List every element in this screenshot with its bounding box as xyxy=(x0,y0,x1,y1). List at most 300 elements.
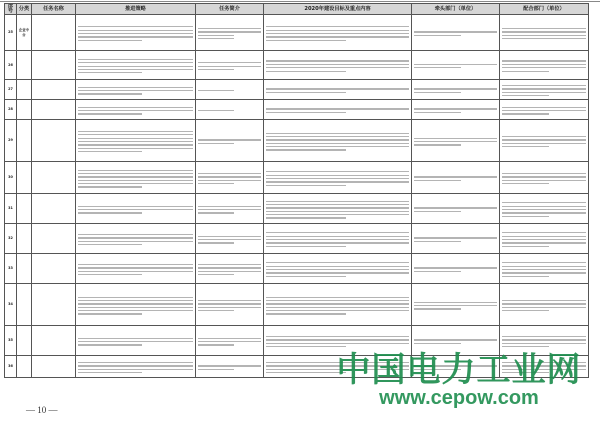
table-row xyxy=(5,100,589,120)
text-line xyxy=(78,33,193,34)
text-line xyxy=(198,38,234,39)
text-line xyxy=(502,67,586,68)
text-line xyxy=(502,28,586,29)
table-row xyxy=(5,194,589,224)
row-lead-cell xyxy=(412,15,500,51)
placeholder-text-lines xyxy=(77,338,194,346)
row-category xyxy=(17,284,32,326)
text-line xyxy=(502,71,549,72)
row-lead-cell xyxy=(412,162,500,194)
text-line xyxy=(266,272,409,273)
placeholder-text-lines xyxy=(77,26,194,41)
text-line xyxy=(78,113,142,114)
text-line xyxy=(502,307,586,308)
row-support-cell xyxy=(500,224,589,254)
row-goals-cell xyxy=(264,120,412,162)
table-row xyxy=(5,120,589,162)
text-line xyxy=(78,93,142,94)
text-line xyxy=(78,310,193,311)
row-brief-cell xyxy=(196,162,264,194)
text-line xyxy=(266,64,409,65)
text-line xyxy=(198,271,261,272)
placeholder-text-lines xyxy=(265,297,410,315)
row-task-name xyxy=(32,194,76,224)
text-line xyxy=(198,307,261,308)
row-strategy-cell xyxy=(76,162,196,194)
row-strategy-cell xyxy=(76,356,196,378)
placeholder-text-lines xyxy=(197,173,262,184)
placeholder-text-lines xyxy=(413,176,498,181)
row-goals-cell xyxy=(264,284,412,326)
text-line xyxy=(266,300,409,301)
row-lead-cell xyxy=(412,224,500,254)
text-line xyxy=(78,144,193,145)
text-line xyxy=(502,300,586,301)
text-line xyxy=(502,173,586,174)
placeholder-text-lines xyxy=(413,64,498,69)
text-line xyxy=(78,271,193,272)
table-row xyxy=(5,15,589,51)
text-line xyxy=(198,212,234,213)
placeholder-text-lines xyxy=(413,108,498,113)
placeholder-text-lines xyxy=(413,302,498,310)
text-line xyxy=(78,183,193,184)
text-line xyxy=(78,59,193,60)
text-line xyxy=(266,136,409,137)
table-row xyxy=(5,80,589,100)
placeholder-text-lines xyxy=(197,110,262,111)
text-line xyxy=(266,266,409,267)
text-line xyxy=(78,138,193,139)
text-line xyxy=(414,112,461,113)
text-line xyxy=(502,236,586,237)
row-strategy-cell xyxy=(76,284,196,326)
row-category xyxy=(17,326,32,356)
text-line xyxy=(78,212,142,213)
text-line xyxy=(266,239,409,240)
text-line xyxy=(414,271,461,272)
placeholder-text-lines xyxy=(265,232,410,247)
col-header-strategy: 推进策略 xyxy=(76,4,196,15)
text-line xyxy=(198,303,261,304)
row-brief-cell xyxy=(196,284,264,326)
placeholder-text-lines xyxy=(413,88,498,93)
row-number: 25 xyxy=(5,15,17,51)
task-table xyxy=(4,3,589,378)
text-line xyxy=(266,171,409,172)
text-line xyxy=(78,66,193,67)
row-support-cell xyxy=(500,51,589,80)
row-task-name xyxy=(32,162,76,194)
row-goals-cell xyxy=(264,15,412,51)
text-line xyxy=(198,66,261,67)
text-line xyxy=(198,310,234,311)
row-task-name xyxy=(32,326,76,356)
row-brief-cell xyxy=(196,51,264,80)
text-line xyxy=(78,209,193,210)
row-support-cell xyxy=(500,162,589,194)
text-line xyxy=(266,297,409,298)
row-goals-cell xyxy=(264,254,412,284)
text-line xyxy=(198,344,234,345)
placeholder-text-lines xyxy=(265,201,410,219)
text-line xyxy=(414,35,461,36)
text-line xyxy=(502,216,549,217)
text-line xyxy=(502,202,586,203)
text-line xyxy=(78,241,193,242)
table-row xyxy=(5,51,589,80)
placeholder-text-lines xyxy=(77,206,194,214)
placeholder-text-lines xyxy=(77,297,194,315)
text-line xyxy=(502,272,586,273)
text-line xyxy=(266,276,346,277)
row-lead-cell xyxy=(412,284,500,326)
placeholder-text-lines xyxy=(77,87,194,95)
text-line xyxy=(78,234,193,235)
text-line xyxy=(266,40,346,41)
text-line xyxy=(266,143,409,144)
text-line xyxy=(78,148,193,149)
text-line xyxy=(266,112,346,113)
row-support-cell xyxy=(500,80,589,100)
row-number: 31 xyxy=(5,194,17,224)
row-strategy-cell xyxy=(76,254,196,284)
text-line xyxy=(414,207,497,208)
text-line xyxy=(502,206,586,207)
text-line xyxy=(414,241,461,242)
row-task-name xyxy=(32,284,76,326)
text-line xyxy=(266,185,346,186)
text-line xyxy=(266,30,409,31)
text-line xyxy=(198,300,261,301)
text-line xyxy=(266,236,409,237)
row-strategy-cell xyxy=(76,224,196,254)
row-task-name xyxy=(32,120,76,162)
text-line xyxy=(502,143,586,144)
col-header-support-dept: 配合部门（单位） xyxy=(500,4,589,15)
text-line xyxy=(266,207,409,208)
text-line xyxy=(502,310,549,311)
row-brief-cell xyxy=(196,194,264,224)
row-task-name xyxy=(32,51,76,80)
text-line xyxy=(266,211,409,212)
text-line xyxy=(78,344,142,345)
text-line xyxy=(78,69,193,70)
text-line xyxy=(266,133,409,134)
row-strategy-cell xyxy=(76,15,196,51)
row-strategy-cell xyxy=(76,100,196,120)
text-line xyxy=(198,35,234,36)
row-lead-cell xyxy=(412,51,500,80)
placeholder-text-lines xyxy=(501,85,587,96)
placeholder-text-lines xyxy=(197,28,262,39)
text-line xyxy=(78,36,193,37)
row-number: 32 xyxy=(5,224,17,254)
text-line xyxy=(502,276,549,277)
top-rule xyxy=(0,1,600,2)
placeholder-text-lines xyxy=(501,232,587,247)
placeholder-text-lines xyxy=(197,139,262,144)
text-line xyxy=(198,143,234,144)
placeholder-text-lines xyxy=(77,234,194,245)
text-line xyxy=(78,131,193,132)
text-line xyxy=(266,307,409,308)
row-goals-cell xyxy=(264,51,412,80)
row-brief-cell xyxy=(196,120,264,162)
row-number: 35 xyxy=(5,326,17,356)
row-support-cell xyxy=(500,100,589,120)
row-goals-cell xyxy=(264,194,412,224)
text-line xyxy=(502,60,586,61)
text-line xyxy=(78,40,142,41)
row-strategy-cell xyxy=(76,80,196,100)
text-line xyxy=(198,264,261,265)
table-header-row xyxy=(5,4,589,15)
placeholder-text-lines xyxy=(501,173,587,184)
text-line xyxy=(266,149,346,150)
text-line xyxy=(266,246,346,247)
text-line xyxy=(414,302,497,303)
row-brief-cell xyxy=(196,224,264,254)
text-line xyxy=(414,31,497,32)
text-line xyxy=(266,139,409,140)
placeholder-text-lines xyxy=(265,88,410,93)
text-line xyxy=(198,274,234,275)
site-watermark xyxy=(318,342,600,410)
text-line xyxy=(502,232,586,233)
col-header-lead-dept: 牵头部门（单位） xyxy=(412,4,500,15)
text-line xyxy=(198,239,261,240)
placeholder-text-lines xyxy=(265,60,410,71)
row-category xyxy=(17,120,32,162)
text-line xyxy=(266,201,409,202)
row-support-cell xyxy=(500,15,589,51)
text-line xyxy=(266,313,346,314)
text-line xyxy=(198,180,261,181)
text-line xyxy=(266,217,346,218)
text-line xyxy=(502,246,549,247)
placeholder-text-lines xyxy=(501,60,587,71)
row-category xyxy=(17,356,32,378)
row-number: 34 xyxy=(5,284,17,326)
text-line xyxy=(502,136,586,137)
text-line xyxy=(502,110,586,111)
table-row xyxy=(5,162,589,194)
text-line xyxy=(198,139,261,140)
text-line xyxy=(78,62,193,63)
row-lead-cell xyxy=(412,100,500,120)
text-line xyxy=(198,236,261,237)
text-line xyxy=(502,212,586,213)
row-brief-cell xyxy=(196,15,264,51)
text-line xyxy=(198,31,261,32)
text-line xyxy=(502,139,586,140)
watermark-title: 中国电力工业网 xyxy=(336,350,582,390)
text-line xyxy=(78,303,193,304)
placeholder-text-lines xyxy=(197,236,262,244)
placeholder-text-lines xyxy=(77,59,194,74)
text-line xyxy=(414,138,497,139)
row-category xyxy=(17,162,32,194)
text-line xyxy=(266,67,409,68)
text-line xyxy=(502,239,586,240)
text-line xyxy=(78,264,193,265)
placeholder-text-lines xyxy=(501,300,587,311)
row-number: 36 xyxy=(5,356,17,378)
row-task-name xyxy=(32,15,76,51)
text-line xyxy=(502,336,586,337)
table-row xyxy=(5,254,589,284)
text-line xyxy=(502,113,549,114)
table-row xyxy=(5,284,589,326)
placeholder-text-lines xyxy=(413,31,498,36)
table-row xyxy=(5,224,589,254)
text-line xyxy=(414,237,497,238)
text-line xyxy=(78,180,193,181)
text-line xyxy=(414,141,497,142)
text-line xyxy=(78,141,193,142)
row-task-name xyxy=(32,254,76,284)
text-line xyxy=(198,62,261,63)
text-line xyxy=(266,33,409,34)
text-line xyxy=(502,88,586,89)
row-number: 30 xyxy=(5,162,17,194)
text-line xyxy=(78,134,193,135)
text-line xyxy=(78,151,142,152)
row-support-cell xyxy=(500,120,589,162)
row-strategy-cell xyxy=(76,194,196,224)
text-line xyxy=(502,35,586,36)
text-line xyxy=(502,183,549,184)
placeholder-text-lines xyxy=(501,28,587,39)
text-line xyxy=(414,211,461,212)
text-line xyxy=(414,88,497,89)
row-goals-cell xyxy=(264,224,412,254)
text-line xyxy=(266,88,409,89)
text-line xyxy=(266,242,409,243)
text-line xyxy=(502,85,586,86)
placeholder-text-lines xyxy=(77,131,194,152)
col-header-category: 分类 xyxy=(17,4,32,15)
row-category xyxy=(17,254,32,284)
text-line xyxy=(266,339,409,340)
text-line xyxy=(502,269,586,270)
row-strategy-cell xyxy=(76,120,196,162)
placeholder-text-lines xyxy=(501,202,587,217)
text-line xyxy=(78,341,193,342)
col-header-task-brief: 任务简介 xyxy=(196,4,264,15)
text-line xyxy=(502,31,586,32)
text-line xyxy=(78,26,193,27)
text-line xyxy=(78,300,193,301)
row-support-cell xyxy=(500,284,589,326)
text-line xyxy=(266,108,409,109)
row-task-name xyxy=(32,100,76,120)
text-line xyxy=(78,110,193,111)
text-line xyxy=(266,71,346,72)
text-line xyxy=(414,339,497,340)
text-line xyxy=(414,67,461,68)
text-line xyxy=(266,146,409,147)
row-number: 26 xyxy=(5,51,17,80)
text-line xyxy=(78,186,142,187)
text-line xyxy=(266,310,409,311)
row-goals-cell xyxy=(264,80,412,100)
text-line xyxy=(198,176,261,177)
text-line xyxy=(266,92,346,93)
row-category xyxy=(17,224,32,254)
row-category: 企业中台 xyxy=(17,15,32,51)
text-line xyxy=(502,303,586,304)
text-line xyxy=(198,338,261,339)
placeholder-text-lines xyxy=(413,207,498,212)
text-line xyxy=(414,108,497,109)
text-line xyxy=(266,60,409,61)
text-line xyxy=(414,180,461,181)
text-line xyxy=(78,72,142,73)
row-strategy-cell xyxy=(76,51,196,80)
text-line xyxy=(414,305,497,306)
text-line xyxy=(266,36,409,37)
text-line xyxy=(414,267,497,268)
placeholder-text-lines xyxy=(197,90,262,91)
text-line xyxy=(78,206,193,207)
text-line xyxy=(502,95,549,96)
text-line xyxy=(414,308,461,309)
text-line xyxy=(78,237,193,238)
placeholder-text-lines xyxy=(501,107,587,115)
text-line xyxy=(198,267,261,268)
text-line xyxy=(414,176,497,177)
text-line xyxy=(78,30,193,31)
text-line xyxy=(198,90,234,91)
placeholder-text-lines xyxy=(265,108,410,113)
row-number: 28 xyxy=(5,100,17,120)
text-line xyxy=(266,303,409,304)
text-line xyxy=(198,28,261,29)
row-number: 27 xyxy=(5,80,17,100)
text-line xyxy=(78,87,193,88)
placeholder-text-lines xyxy=(265,26,410,41)
row-task-name xyxy=(32,356,76,378)
text-line xyxy=(266,178,409,179)
text-line xyxy=(502,242,586,243)
text-line xyxy=(198,341,261,342)
row-number: 29 xyxy=(5,120,17,162)
text-line xyxy=(198,183,234,184)
text-line xyxy=(78,244,142,245)
placeholder-text-lines xyxy=(77,170,194,188)
row-support-cell xyxy=(500,254,589,284)
text-line xyxy=(198,206,261,207)
text-line xyxy=(414,92,461,93)
text-line xyxy=(502,146,549,147)
text-line xyxy=(414,144,461,145)
text-line xyxy=(502,64,586,65)
text-line xyxy=(198,242,234,243)
row-task-name xyxy=(32,224,76,254)
placeholder-text-lines xyxy=(197,365,262,370)
row-category xyxy=(17,100,32,120)
col-header-task-name: 任务名称 xyxy=(32,4,76,15)
placeholder-text-lines xyxy=(265,262,410,277)
row-category xyxy=(17,51,32,80)
text-line xyxy=(502,38,586,39)
text-line xyxy=(78,338,193,339)
text-line xyxy=(78,369,193,370)
text-line xyxy=(78,313,142,314)
placeholder-text-lines xyxy=(77,362,194,373)
